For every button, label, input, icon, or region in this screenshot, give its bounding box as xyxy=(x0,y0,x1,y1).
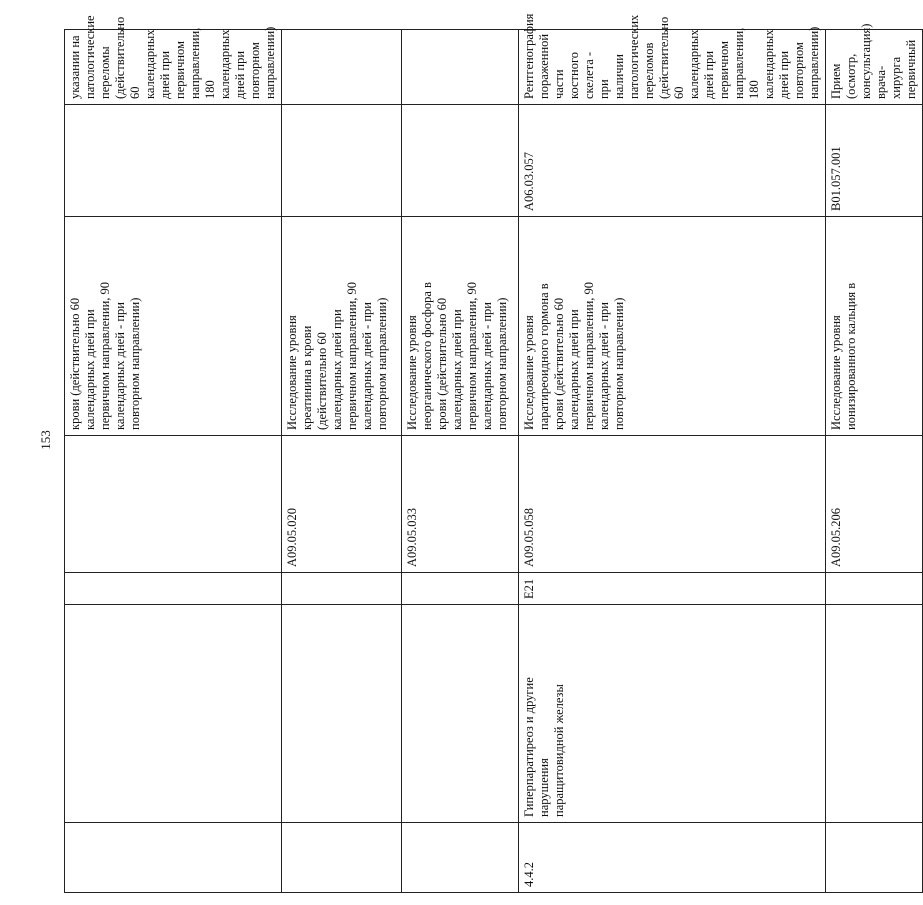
procedure-description-cell: Рентгенография пораженной части костного скелета - при наличии патологических переломов (действительно 60 календарных дней при первичном направлении, 180 календарных дней при повторном направлении) xyxy=(519,30,826,105)
procedure-description-cell: Прием (осмотр, консультация) врача-хирурга первичный xyxy=(826,30,923,105)
procedure-description-cell xyxy=(402,30,519,105)
row-number-cell: 4.4.2 xyxy=(519,823,826,893)
disease-name-cell: Гиперпаратиреоз и другие нарушения паращитовидной железы xyxy=(519,605,826,823)
row-number-cell xyxy=(826,823,923,893)
procedure-code-cell: A06.03.057 xyxy=(519,105,826,217)
table-row xyxy=(282,30,402,893)
procedure-code-cell xyxy=(282,105,402,217)
table-row xyxy=(402,30,519,893)
procedure-code-cell: B01.057.001 xyxy=(826,105,923,217)
row-number-cell xyxy=(282,823,402,893)
lab-code-cell: A09.05.020 xyxy=(282,436,402,573)
lab-description-cell: Исследование уровня ионизированного кальция в xyxy=(826,217,923,436)
medical-standards-table xyxy=(64,13,923,893)
lab-description-cell: крови (действительно 60 календарных дней при первичном направлении, 90 календарных дней - при повторном направлении) xyxy=(65,217,282,436)
lab-code-cell xyxy=(65,436,282,573)
row-number-cell xyxy=(65,823,282,893)
procedure-code-cell xyxy=(402,105,519,217)
lab-description-cell: Исследование уровня паратиреоидного гормона в крови (действительно 60 календарных дней при первичном направлении, 90 календарных дней - при повторном направлении) xyxy=(519,217,826,436)
procedure-description-cell: указании на патологические переломы (действительно 60 календарных дней при первичном направлении, 180 календарных дней при повторном направлении) xyxy=(65,30,282,105)
lab-description-cell: Исследование уровня креатинина в крови (действительно 60 календарных дней при первичном направлении, 90 календарных дней - при повторном направлении) xyxy=(282,217,402,436)
icd-code-cell xyxy=(826,573,923,605)
procedure-code-cell xyxy=(65,105,282,217)
table-row xyxy=(65,30,282,893)
lab-code-cell: A09.05.058 xyxy=(519,436,826,573)
icd-code-cell xyxy=(282,573,402,605)
lab-code-cell: A09.05.206 xyxy=(826,436,923,573)
page-number: 153 xyxy=(37,430,53,450)
disease-name-cell xyxy=(65,605,282,823)
lab-description-cell: Исследование уровня неорганического фосфора в крови (действительно 60 календарных дней при первичном направлении, 90 календарных дней - при повторном направлении) xyxy=(402,217,519,436)
table-row xyxy=(519,30,826,893)
rotated-table-area xyxy=(64,13,918,893)
lab-code-cell: A09.05.033 xyxy=(402,436,519,573)
disease-name-cell xyxy=(826,605,923,823)
table-row xyxy=(826,30,923,893)
icd-code-cell: E21 xyxy=(519,573,826,605)
disease-name-cell xyxy=(402,605,519,823)
procedure-description-cell xyxy=(282,30,402,105)
icd-code-cell xyxy=(402,573,519,605)
disease-name-cell xyxy=(282,605,402,823)
icd-code-cell xyxy=(65,573,282,605)
row-number-cell xyxy=(402,823,519,893)
